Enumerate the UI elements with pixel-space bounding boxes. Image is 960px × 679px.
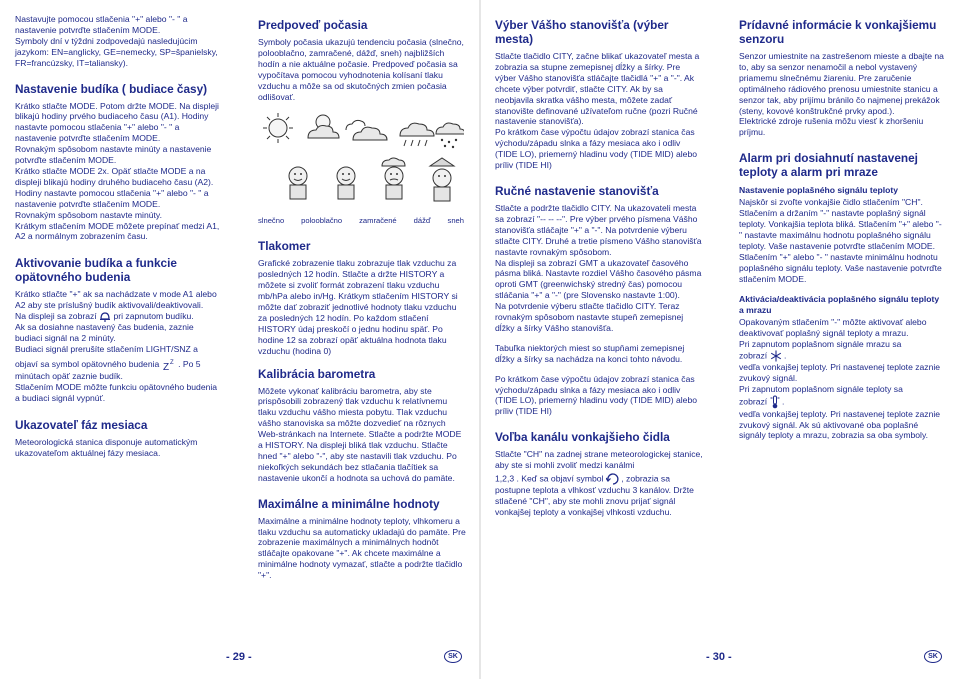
text: 1,2,3 . Keď sa objaví symbol [495, 473, 604, 484]
weather-label: slnečno [258, 216, 285, 226]
text: . Po 5 minútach opäť zaznie budík. [15, 358, 201, 382]
svg-text:Z: Z [162, 362, 169, 372]
language-badge: SK [444, 650, 462, 663]
text: Na displeji sa zobrazí [15, 311, 97, 322]
text: , zobrazia sa postupne teplota a vlhkosť vzduchu 3 kanálov. Držte stlačené "CH", aby ste mohli znovu prijať signál vonkajšej teploty a vonkajšej vlhkosti vzduchu. [495, 473, 694, 517]
sunny-icon [263, 113, 293, 143]
paragraph: Meteorologická stanica disponuje automatickým ukazovateľom aktuálnej fázy mesiaca. [15, 436, 198, 458]
rain-icon [400, 124, 434, 147]
channel-cycle-icon [606, 473, 619, 485]
column-3 [495, 14, 703, 518]
intro-text: Nastavujte pomocou stlačenia "+" alebo "- " a nastavenie potvrďte stlačením MODE. [15, 14, 188, 35]
column-2 [258, 14, 466, 581]
paragraph: vedľa vonkajšej teploty. Pri nastavenej teplote zaznie zvukový signál. Ak sú aktivované oba poplašné signály teploty a mrazu, zobrazia sa oba symboly. [739, 408, 941, 441]
weather-label: zamračené [359, 216, 397, 226]
forecast-character-icon [337, 167, 355, 199]
snow-icon [436, 123, 464, 148]
weather-label: dážď [413, 216, 431, 226]
paragraph: Symboly počasia ukazujú tendenciu počasia (slnečno, polooblačno, zamračené, dážď, sneh) najbližších hodín a nie aktuálne počasie. Predpoveď počasia sa vypočítava pomocou vyhodnotenia kolísaní tlaku vzduchu a môže sa od skutočných zmien počasia odlišovať. [258, 37, 464, 102]
activation-subheading: Aktivácia/deaktivácia poplašného signálu teploty a mrazu [739, 294, 940, 316]
paragraph: Stlačením MODE môžte funkciu opätovného budenia a budiaci signál vypnúť. [15, 381, 218, 403]
temp-alarm-heading: Alarm pri dosiahnutí nastavenej teploty a alarm pri mraze [739, 151, 918, 180]
alarm-heading: Nastavenie budíka ( budiace časy) [15, 81, 208, 96]
partly-cloudy-icon [308, 115, 339, 138]
column-1 [15, 14, 220, 459]
paragraph: Pri zapnutom poplašnom signále teploty sa [739, 383, 903, 394]
paragraph: Rovnakým spôsobom nastavte minúty a nastavenie potvrďte stlačením MODE. [15, 144, 212, 166]
paragraph: Krátko stlačte "+" ak sa nachádzate v mode A1 alebo A2 aby ste príslušný budík aktivovali/deaktivovali. [15, 289, 217, 311]
paragraph: Stlačte tlačidlo CITY, začne blikať ukazovateľ mesta a zobrazia sa stupne zemepisnej dĺžky a šírky. Pre výber Vášho stanovišťa stláčajte tlačidlá "+" a "-". Ak chcete výber potvrdiť, stlačte CITY. Ak by sa neobjavila skratka vášho mesta, môžete zadať stanovište definované užívateľom ručne (pozri Ručné nastavenie stanovišťa). [495, 51, 700, 127]
paragraph: Po krátkom čase výpočtu údajov zobrazí stanica čas východu/západu slnka a fázy mesiaca ako i odliv (TIDE LO), priemerný hladinu vody (TIDE MID) alebo príliv (TIDE HI) [495, 373, 698, 417]
weather-icons [258, 108, 466, 212]
paragraph: vedľa vonkajšej teploty. Pri nastavenej teplote zaznie zvukový signál. [739, 361, 941, 383]
text: . [781, 395, 785, 406]
page-number: - 29 - [226, 651, 252, 663]
forecast-character-icon [382, 158, 405, 199]
location-heading: Výber Vášho stanovišťa (výber mesta) [495, 18, 669, 46]
paragraph: Elektrické zdroje rušenia môžu viesť k zhoršeniu príjmu. [739, 116, 924, 138]
language-badge: SK [924, 650, 942, 663]
forecast-heading: Predpoveď počasia [258, 18, 368, 32]
cloudy-icon [346, 121, 387, 141]
text: objaví sa symbol opätovného budenia [15, 358, 160, 369]
intro-text: Symboly dní v týždni zodpovedajú nasledujúcim jazykom: EN=anglicky, GE=nemecky, SP=španielsky, FR=francúzsky, IT=taliansky). [15, 35, 218, 68]
paragraph [15, 358, 220, 382]
paragraph: Stlačte "CH" na zadnej strane meteorologickej stanice, aby ste si mohli zvoliť medzi kanálmi [495, 449, 703, 471]
paragraph: Najskôr si zvoľte vonkajšie čidlo stlačením "CH". Stlačením a držaním "-" nastavte poplašný signál teploty. Vonkajšia teplota bliká. Stlačením "+" alebo "- " nastavte maximálnu hodnotu poplašného signálu teploty. Vaše nastavenie potvrďte stlačením MODE. Stlačením "+" alebo "- " nastavte minimálnu hodnotu poplašného signálu teploty. Vaše nastavenie potvrďte stlačením MODE. [739, 197, 942, 284]
weather-label: polooblačno [301, 216, 343, 226]
paragraph: Budiaci signál prerušíte stlačením LIGHT/SNZ a [15, 344, 198, 355]
paragraph: Na potvrdenie výberu stlačte tlačidlo CITY. Teraz rovnakým spôsobom nastavte stupeň zemepisnej dĺžky a šírky Vášho stanovišťa. [495, 301, 684, 333]
paragraph: Po krátkom čase výpočtu údajov zobrazí stanica čas východu/západu slnka a fázy mesiaca ako i odliv (TIDE LO), priemerný hladinu vody (TIDE MID) alebo príliv (TIDE HI) [495, 127, 698, 171]
paragraph [15, 311, 220, 322]
channel-heading: Voľba kanálu vonkajšieho čidla [495, 430, 670, 445]
weather-labels [258, 216, 464, 227]
weather-icons-graphic [258, 108, 464, 212]
svg-text:Z: Z [169, 360, 174, 367]
page-number: - 30 - [706, 651, 732, 663]
paragraph [739, 350, 944, 362]
paragraph: Krátko stlačte MODE 2x. Opäť stlačte MODE a na displeji blikajú hodiny druhého budiaceho času (A2). Hodiny nastavte pomocou stlačenia "+" alebo "- " a nastavenie potvrďte stlačením MODE. [15, 165, 214, 209]
paragraph: Pri zapnutom poplašnom signále mrazu sa [739, 339, 902, 350]
barometer-heading: Tlakomer [258, 239, 311, 254]
alarm-bell-icon [99, 311, 111, 322]
paragraph: Opakovaným stlačením "-" môžte aktivovať alebo deaktivovať poplašný signál teploty a mrazu. [739, 317, 927, 339]
paragraph: Maximálne a minimálne hodnoty teploty, vlhkomeru a tlaku vzduchu sa automaticky ukladajú do pamäte. Pre zobrazenie maximálnych a minimálnych hodnôt stláčajte opakovane "+". Ak chcete maximálne a minimálne hodnoty vymazať, stlačte a podržte tlačidlo "+". [258, 515, 466, 581]
page-divider [479, 0, 481, 679]
forecast-character-icon [289, 167, 307, 199]
paragraph: Stlačte a podržte tlačidlo CITY. Na ukazovateli mesta sa zobrazí "-- -- --". Pre výber prvého písmena Vášho stanovišťa stláčajte "+" a "-". Na potvrdenie výberu stlačte CITY. Druhé a tretie písmeno Vášho stanovišťa nastavte rovnakým spôsobom. [495, 202, 702, 257]
snooze-zz-icon [162, 358, 176, 371]
column-4 [739, 14, 944, 441]
text: zobrazí [739, 395, 768, 406]
paragraph: Senzor umiestnite na zastrešenom mieste a dbajte na to, aby sa senzor nenamočil a nebol vystavený priamemu slnečnému žiareniu. Pre zaručenie optimálneho rádiového prenosu umiestnite stanicu a senzor tak, aby prijímu bránilo čo najmenej prekážok (steny, kovové konštrukčné prvky apod.). [739, 51, 944, 116]
manual-heading: Ručné nastavenie stanovišťa [495, 183, 659, 198]
temp-subheading: Nastavenie poplašného signálu teploty [739, 185, 899, 196]
info-heading: Prídavné informácie k vonkajšiemu senzoru [739, 18, 937, 46]
moon-heading: Ukazovateľ fáz mesiaca [15, 417, 148, 432]
paragraph [495, 473, 703, 518]
paragraph: Ak sa dosiahne nastavený čas budenia, zaznie budiaci signál na 2 minúty. [15, 322, 194, 344]
text: zobrazí [739, 350, 768, 361]
paragraph: Tabuľka niektorých miest so stupňami zemepisnej dĺžky a šírky sa nachádza na konci tohto návodu. [495, 342, 685, 364]
calibration-heading: Kalibrácia barometra [258, 366, 376, 381]
paragraph: Krátkym stlačením MODE môžete prepínať medzi A1, A2 a normálnym zobrazením času. [15, 220, 220, 242]
text: . [783, 350, 787, 361]
frost-snowflake-icon [770, 350, 782, 362]
temperature-alarm-icon [770, 395, 780, 409]
paragraph: Rovnakým spôsobom nastavte minúty. [15, 209, 162, 220]
paragraph: Grafické zobrazenie tlaku zobrazuje tlak vzduchu za posledných 12 hodín. Stlačte a držte HISTORY a môžete si zvoliť formát zobrazení tlaku vzduchu mb/hPa alebo in/Hg. Krátkym stlačením HISTORY si môžte dať zobraziť jednotlivé hodnoty tlaku vzduchu za posledných 12 hodín. Po každom stlačení HISTORY údaj preskočí o jednu hodinu späť. Po hodine 12 sa zobrazí opäť aktuálna hodnota tlaku vzduchu (hodina 0) [258, 258, 458, 356]
text: pri zapnutom budíku. [113, 311, 194, 322]
paragraph: Môžete vykonať kalibráciu barometra, aby ste prispôsobili zobrazený tlak vzduchu k relatívnemu tlaku vzduchu vášho miesta pobytu. Tlak vzduchu vášho stanoviska sa môžte dozvedieť na rôznych Web-stránkach na Internete. Stlačte a podržte MODE a HISTORY. Na displeji bliká tlak vzduchu. Stlačte hned "+" alebo "-", aby ste nastavili tlak vzduchu. Po niekoľkých sekundách bez stlačania tlačítiek sa nastavenie ukončí a hodnota sa uchová do pamäte. [258, 385, 462, 483]
forecast-character-icon [430, 158, 454, 201]
paragraph [739, 395, 944, 409]
maxmin-heading: Maximálne a minimálne hodnoty [258, 496, 440, 511]
weather-label: sneh [447, 216, 464, 226]
paragraph: Na displeji sa zobrazí GMT a ukazovateľ časového pásma bliká. Nastavte rozdiel Vášho časového pásma oproti GMT (greenwichský stredný čas) pomocou stláčania "+" a "-" (pre Slovensko nastavte 1:00). [495, 257, 702, 301]
activate-heading: Aktivovanie budíka a funkcie opätovného budenia [15, 256, 177, 285]
paragraph: Krátko stlačte MODE. Potom držte MODE. Na displeji blikajú hodiny prvého budiaceho času (A1). Hodiny nastavte pomocou stlačenia "+" alebo "- " a nastavenie potvrďte stlačením MODE. [15, 100, 219, 144]
